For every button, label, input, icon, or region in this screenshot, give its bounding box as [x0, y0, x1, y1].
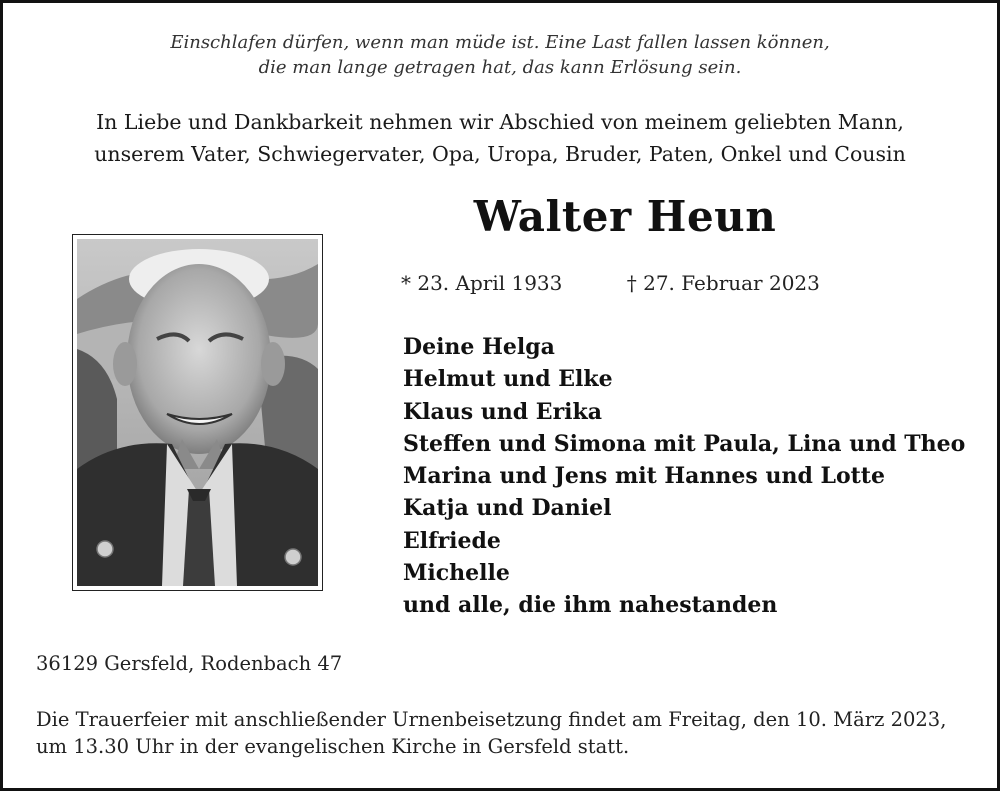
- mourner-item: Helmut und Elke: [403, 366, 613, 393]
- farewell-intro: [0, 106, 1000, 170]
- mourner-item: Steffen und Simona mit Paula, Lina und Theo: [403, 430, 966, 457]
- service-line-2: um 13.30 Uhr in der evangelischen Kirche in Gersfeld statt.: [36, 735, 630, 758]
- life-dates: [401, 271, 820, 295]
- motto-quote: [0, 30, 1000, 80]
- birth-date: * 23. April 1933: [401, 271, 563, 295]
- mourner-item: Michelle: [403, 560, 510, 587]
- mourner-item: Marina und Jens mit Hannes und Lotte: [403, 463, 885, 490]
- mourners-list: [403, 331, 965, 622]
- mourner-item: Klaus und Erika: [403, 398, 603, 425]
- motto-line-1: Einschlafen dürfen, wenn man müde ist. Eine Last fallen lassen können,: [170, 32, 830, 53]
- mourner-item: Deine Helga: [403, 334, 555, 360]
- intro-line-1: In Liebe und Dankbarkeit nehmen wir Abschied von meinem geliebten Mann,: [96, 110, 904, 134]
- death-date: † 27. Februar 2023: [626, 271, 820, 295]
- mourner-item: und alle, die ihm nahestanden: [403, 592, 778, 619]
- intro-line-2: unserem Vater, Schwiegervater, Opa, Uropa, Bruder, Paten, Onkel und Cousin: [94, 142, 906, 166]
- motto-line-2: die man lange getragen hat, das kann Erlösung sein.: [258, 57, 742, 78]
- service-line-1: Die Trauerfeier mit anschließender Urnenbeisetzung findet am Freitag, den 10. März 2023,: [36, 708, 947, 731]
- portrait-image: [77, 239, 318, 586]
- portrait-photo: [72, 234, 323, 591]
- mourner-item: Elfriede: [403, 527, 501, 554]
- family-address: 36129 Gersfeld, Rodenbach 47: [36, 652, 343, 675]
- deceased-name: Walter Heun: [473, 192, 777, 241]
- mourner-item: Katja und Daniel: [403, 495, 612, 522]
- funeral-service-info: [36, 706, 976, 760]
